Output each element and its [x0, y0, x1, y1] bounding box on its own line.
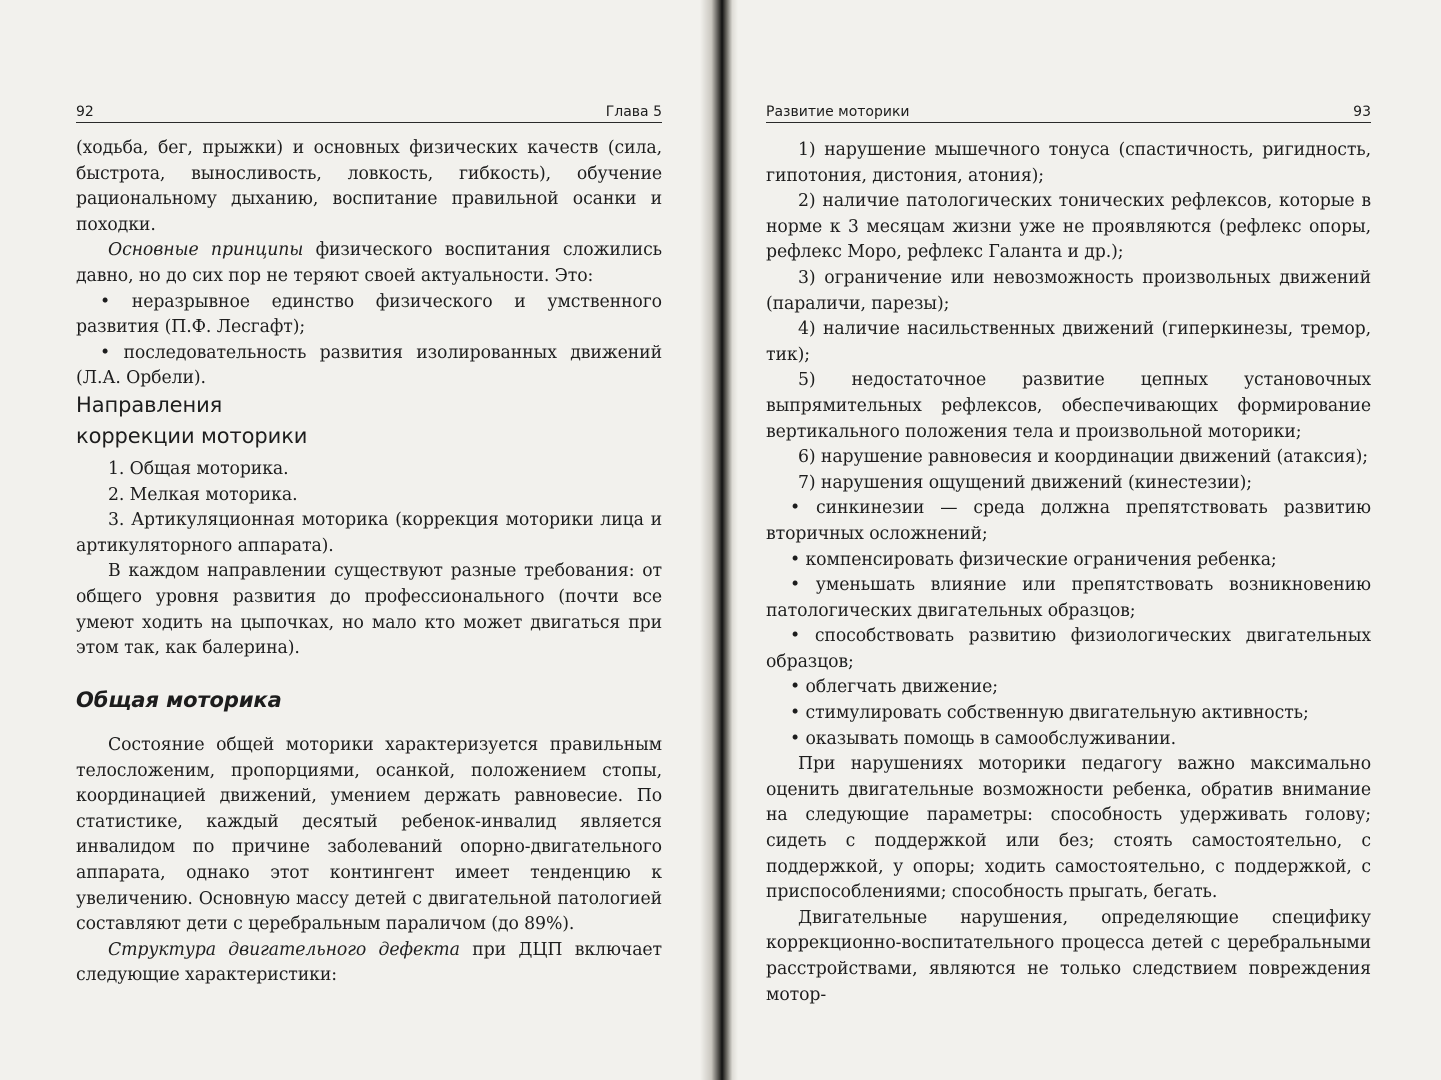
direction-item-2: 2. Мелкая моторика. — [108, 484, 298, 505]
subsection-title: Общая моторика — [76, 688, 282, 712]
goal-bullet-3: • уменьшать влияние или препятствовать возникновению патологических двигательных образцов; — [766, 575, 1371, 621]
characteristic-item-1: 1) нарушение мышечного тонуса (спастичность, ригидность, гипотония, дистония, атония); — [766, 140, 1371, 186]
principles-paragraph — [76, 238, 662, 289]
right-page — [722, 0, 1441, 1080]
left-body-top — [76, 136, 662, 392]
direction-item-3: 3. Артикуляционная моторика (коррекция моторики лица и артикуляторного аппарата). — [76, 510, 662, 556]
goal-bullet-1: • синкинезии — среда должна препятствовать развитию вторичных осложнений; — [766, 498, 1371, 544]
section-title-line-1: Направления — [76, 393, 223, 417]
right-chapter-title: Развитие моторики — [766, 104, 910, 120]
left-body-middle — [76, 457, 662, 662]
assessment-paragraph: При нарушениях моторики педагогу важно максимально оценить двигательные возможности ребенка, обратив внимание на следующие параметры: способность удерживать голову; сидеть с поддержкой или без; стоять самостоятельно, с поддержкой, у опоры; ходить самостоятельно, с поддержкой, с приспособлениями; способность прыгать, бегать. — [766, 754, 1371, 903]
characteristic-item-4: 4) наличие насильственных движений (гиперкинезы, тремор, тик); — [766, 319, 1371, 365]
structure-text: при ДЦП включает следующие характеристики: — [76, 939, 662, 986]
left-body-bottom — [76, 733, 662, 989]
goal-bullet-7: • оказывать помощь в самообслуживании. — [790, 728, 1176, 749]
left-running-head — [76, 94, 662, 123]
right-running-head — [766, 94, 1371, 123]
principles-emphasis: Основные принципы — [108, 240, 304, 261]
characteristic-item-7: 7) нарушения ощущений движений (кинестезии); — [798, 472, 1252, 493]
requirements-paragraph: В каждом направлении существуют разные требования: от общего уровня развития до профессионального (почти все умеют ходить на цыпочках, но мало кто может двигаться при этом так, как балерина). — [76, 561, 662, 659]
structure-paragraph — [76, 938, 662, 989]
goal-bullet-4: • способствовать развитию физиологических двигательных образцов; — [766, 626, 1371, 672]
intro-paragraph: (ходьба, бег, прыжки) и основных физических качеств (сила, быстрота, выносливость, ловкость, гибкость), обучение рациональному дыханию, воспитание правильной осанки и походки. — [76, 138, 662, 235]
left-page-number: 92 — [76, 104, 94, 120]
left-subsection — [76, 685, 662, 715]
general-motor-paragraph: Состояние общей моторики характеризуется правильным телосложеним, пропорциями, осанкой, положением стопы, координацией движений, умением держать равновесие. По статистике, каждый десятый ребенок-инвалид является инвалидом по причине заболеваний опорно-двигательного аппарата, однако этот контингент имеет тенденцию к увеличению. Основную массу детей с двигательной патологией составляют дети с церебральным параличом (до 89%). — [76, 735, 662, 935]
goal-bullet-2: • компенсировать физические ограничения ребенка; — [790, 549, 1277, 570]
section-title-line-2: коррекции моторики — [76, 424, 308, 448]
characteristic-item-5: 5) недостаточное развитие цепных установочных выпрямительных рефлексов, обеспечивающих формирование вертикального положения тела и произвольной моторики; — [766, 370, 1371, 442]
direction-item-1: 1. Общая моторика. — [108, 459, 289, 479]
characteristic-item-3: 3) ограничение или невозможность произвольных движений (параличи, парезы); — [766, 267, 1371, 314]
right-body — [766, 138, 1371, 1008]
left-section — [76, 390, 662, 452]
characteristic-item-2: 2) наличие патологических тонических рефлексов, которые в норме к 3 месяцам жизни уже не проявляются (рефлекс опоры, рефлекс Моро, рефлекс Галанта и др.); — [766, 191, 1371, 263]
left-chapter-title: Глава 5 — [605, 104, 662, 120]
principle-bullet-2: • последовательность развития изолированных движений (Л.А. Орбели). — [76, 342, 662, 389]
goal-bullet-6: • стимулировать собственную двигательную активность; — [790, 703, 1309, 724]
structure-emphasis: Структура двигательного дефекта — [108, 939, 460, 960]
characteristic-item-6: 6) нарушение равновесия и координации движений (атаксия); — [798, 447, 1368, 468]
principle-bullet-1: • неразрывное единство физического и умственного развития (П.Ф. Лесгафт); — [76, 291, 662, 338]
goal-bullet-5: • облегчать движение; — [790, 677, 998, 698]
right-page-number: 93 — [1353, 104, 1371, 120]
book-gutter — [700, 0, 738, 1080]
principles-text: физического воспитания сложились давно, но до сих пор не теряют своей актуальности. Это: — [76, 240, 662, 286]
disorders-paragraph: Двигательные нарушения, определяющие специфику коррекционно-воспитательного процесса детей с церебральными расстройствами, являются не только следствием повреждения мотор- — [766, 907, 1371, 1005]
left-page — [0, 0, 712, 1080]
